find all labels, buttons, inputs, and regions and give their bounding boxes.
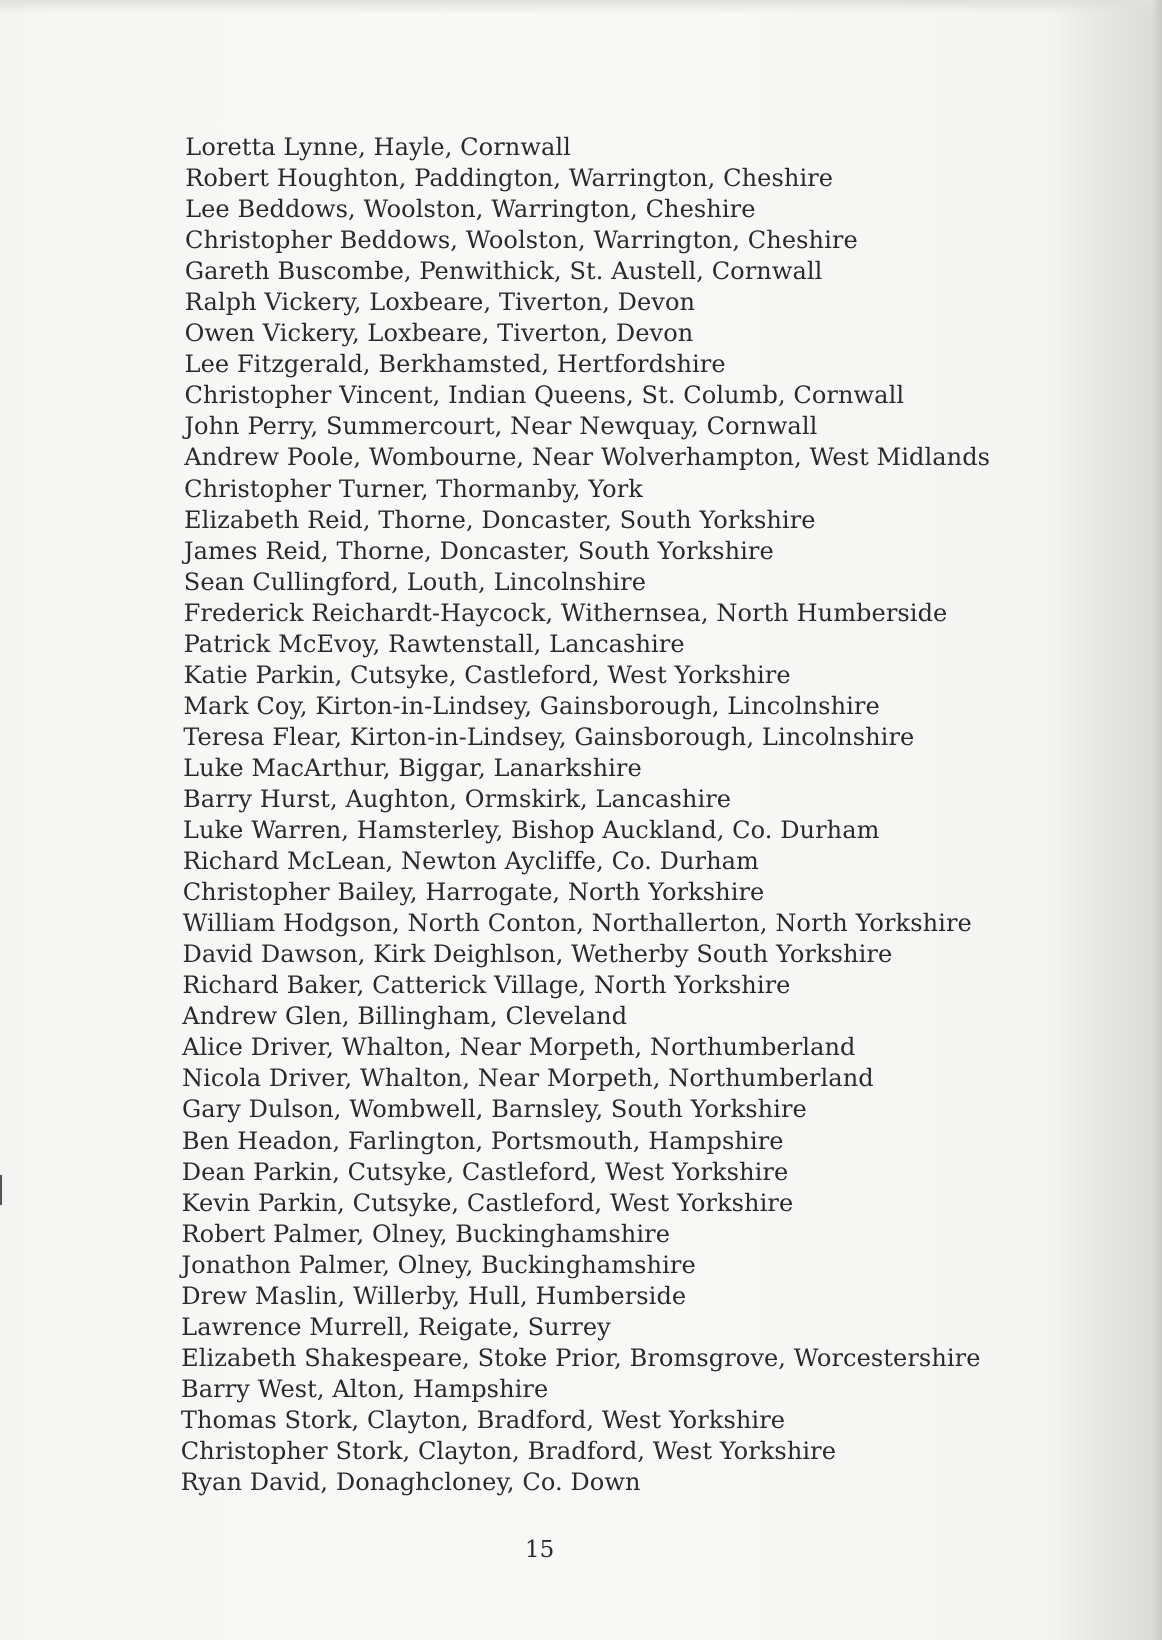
- name-list: [181, 132, 992, 1498]
- list-item: Lee Beddows, Woolston, Warrington, Cheshire: [185, 195, 756, 224]
- list-item: Robert Palmer, Olney, Buckinghamshire: [181, 1219, 671, 1248]
- list-item: John Perry, Summercourt, Near Newquay, Cornwall: [184, 412, 818, 441]
- list-item: Elizabeth Shakespeare, Stoke Prior, Bromsgrove, Worcestershire: [181, 1343, 981, 1372]
- list-item: Richard Baker, Catterick Village, North Yorkshire: [182, 971, 791, 1000]
- list-item: Thomas Stork, Clayton, Bradford, West Yorkshire: [180, 1405, 786, 1434]
- list-item: Christopher Beddows, Woolston, Warrington, Cheshire: [184, 226, 858, 255]
- page-number: 15: [525, 1537, 555, 1563]
- list-item: Luke Warren, Hamsterley, Bishop Auckland, Co. Durham: [182, 816, 880, 845]
- list-item: Alice Driver, Whalton, Near Morpeth, Northumberland: [182, 1033, 856, 1062]
- list-item: Luke MacArthur, Biggar, Lanarkshire: [183, 753, 642, 782]
- list-item: Gary Dulson, Wombwell, Barnsley, South Yorkshire: [181, 1095, 807, 1124]
- list-item: Mark Coy, Kirton-in-Lindsey, Gainsborough, Lincolnshire: [183, 691, 880, 720]
- list-item: Gareth Buscombe, Penwithick, St. Austell, Cornwall: [184, 257, 823, 286]
- list-item: Nicola Driver, Whalton, Near Morpeth, Northumberland: [182, 1064, 874, 1093]
- page-edge-mark: [0, 1175, 2, 1205]
- list-item: Barry Hurst, Aughton, Ormskirk, Lancashire: [183, 784, 732, 813]
- list-item: Patrick McEvoy, Rawtenstall, Lancashire: [183, 629, 685, 658]
- list-item: Robert Houghton, Paddington, Warrington, Cheshire: [185, 164, 834, 193]
- list-item: Loretta Lynne, Hayle, Cornwall: [185, 133, 572, 161]
- list-item: Andrew Glen, Billingham, Cleveland: [182, 1002, 628, 1031]
- list-item: Lawrence Murrell, Reigate, Surrey: [181, 1312, 611, 1341]
- list-item: Dean Parkin, Cutsyke, Castleford, West Yorkshire: [181, 1157, 789, 1186]
- list-item: Katie Parkin, Cutsyke, Castleford, West Yorkshire: [183, 660, 791, 689]
- list-item: Barry West, Alton, Hampshire: [180, 1374, 549, 1403]
- list-item: Sean Cullingford, Louth, Lincolnshire: [183, 567, 647, 596]
- list-item: Christopher Vincent, Indian Queens, St. Columb, Cornwall: [184, 381, 905, 410]
- list-item: Christopher Turner, Thormanby, York: [184, 474, 644, 503]
- list-item: Ryan David, Donaghcloney, Co. Down: [180, 1468, 641, 1497]
- list-item: Teresa Flear, Kirton-in-Lindsey, Gainsborough, Lincolnshire: [183, 722, 915, 751]
- list-item: Andrew Poole, Wombourne, Near Wolverhampton, West Midlands: [184, 443, 991, 472]
- list-item: Owen Vickery, Loxbeare, Tiverton, Devon: [184, 319, 694, 348]
- list-item: Drew Maslin, Willerby, Hull, Humberside: [181, 1281, 687, 1310]
- list-item: Christopher Bailey, Harrogate, North Yorkshire: [182, 878, 765, 907]
- list-item: Ralph Vickery, Loxbeare, Tiverton, Devon: [184, 288, 696, 317]
- list-item: Ben Headon, Farlington, Portsmouth, Hampshire: [181, 1126, 784, 1155]
- list-item: Richard McLean, Newton Aycliffe, Co. Durham: [182, 847, 759, 876]
- list-item: Frederick Reichardt-Haycock, Withernsea, North Humberside: [183, 598, 948, 627]
- list-item: David Dawson, Kirk Deighlson, Wetherby South Yorkshire: [182, 940, 893, 969]
- list-item: James Reid, Thorne, Doncaster, South Yorkshire: [183, 536, 774, 565]
- list-item: William Hodgson, North Conton, Northallerton, North Yorkshire: [182, 909, 972, 938]
- list-item: Elizabeth Reid, Thorne, Doncaster, South Yorkshire: [183, 505, 816, 534]
- list-item: Kevin Parkin, Cutsyke, Castleford, West Yorkshire: [181, 1188, 794, 1217]
- list-item: Jonathon Palmer, Olney, Buckinghamshire: [181, 1250, 696, 1279]
- list-item: Lee Fitzgerald, Berkhamsted, Hertfordshire: [184, 350, 726, 379]
- list-item: Christopher Stork, Clayton, Bradford, West Yorkshire: [180, 1436, 837, 1465]
